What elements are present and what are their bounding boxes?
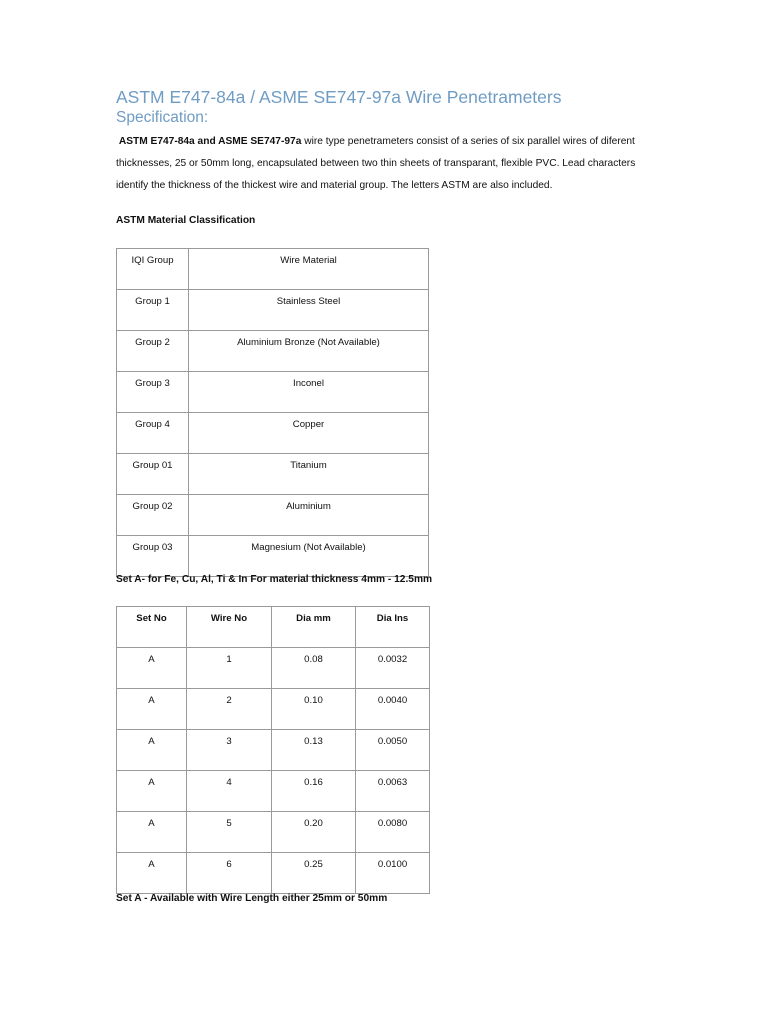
- intro-paragraph: [116, 131, 656, 197]
- specification-subtitle: Specification:: [116, 109, 209, 126]
- table-cell: 0.0040: [356, 689, 430, 730]
- table-row: [117, 812, 430, 853]
- intro-bold-astm: ASTM E747-84a: [118, 136, 195, 147]
- header-cell-set-no: Set No: [117, 607, 187, 648]
- table-cell: Group 1: [117, 290, 189, 331]
- table-cell: 1: [187, 648, 272, 689]
- table-cell: 0.0080: [356, 812, 430, 853]
- table-row: [117, 495, 429, 536]
- table-header-row: [117, 249, 429, 290]
- table-row: [117, 454, 429, 495]
- header-cell-wire-material: Wire Material: [189, 249, 429, 290]
- table-cell: A: [117, 771, 187, 812]
- table-row: [117, 536, 429, 577]
- table-cell: 6: [187, 853, 272, 894]
- table-cell: Group 3: [117, 372, 189, 413]
- table-cell: 0.08: [272, 648, 356, 689]
- table-cell: 0.13: [272, 730, 356, 771]
- table-cell: 0.20: [272, 812, 356, 853]
- table-cell: Group 4: [117, 413, 189, 454]
- header-cell-dia-mm: Dia mm: [272, 607, 356, 648]
- table-cell: 0.10: [272, 689, 356, 730]
- table-row: [117, 730, 430, 771]
- set-a-wire-table: [116, 606, 430, 894]
- table-header-row: [117, 607, 430, 648]
- table-cell: Aluminium: [189, 495, 429, 536]
- table-cell: 0.0063: [356, 771, 430, 812]
- table-cell: 0.0100: [356, 853, 430, 894]
- table-cell: Titanium: [189, 454, 429, 495]
- table-cell: Magnesium (Not Available): [189, 536, 429, 577]
- intro-line-3: identify the thickness of the thickest wire and material group. The letters ASTM are also included.: [116, 180, 553, 191]
- table-cell: 3: [187, 730, 272, 771]
- header-cell-dia-ins: Dia Ins: [356, 607, 430, 648]
- table-cell: Inconel: [189, 372, 429, 413]
- intro-line-2: thicknesses, 25 or 50mm long, encapsulated between two thin sheets of transparant, flexible PVC. Lead characters: [116, 158, 636, 169]
- page-title: ASTM E747-84a / ASME SE747-97a Wire Penetrameters: [116, 87, 562, 107]
- table-cell: 0.25: [272, 853, 356, 894]
- table-cell: 0.0050: [356, 730, 430, 771]
- table-cell: A: [117, 812, 187, 853]
- table-cell: Group 03: [117, 536, 189, 577]
- table-cell: 0.0032: [356, 648, 430, 689]
- table-cell: Group 2: [117, 331, 189, 372]
- classification-heading: ASTM Material Classification: [116, 215, 256, 226]
- header-cell-wire-no: Wire No: [187, 607, 272, 648]
- table-cell: A: [117, 689, 187, 730]
- material-classification-table: [116, 248, 429, 577]
- table-row: [117, 372, 429, 413]
- intro-line-1: [116, 131, 656, 153]
- table-row: [117, 648, 430, 689]
- table-cell: Stainless Steel: [189, 290, 429, 331]
- table-cell: 0.16: [272, 771, 356, 812]
- table-row: [117, 413, 429, 454]
- table-cell: 4: [187, 771, 272, 812]
- table-cell: Copper: [189, 413, 429, 454]
- set-a-heading: Set A- for Fe, Cu, Al, Ti & In For material thickness 4mm - 12.5mm: [116, 574, 433, 585]
- table-row: [117, 853, 430, 894]
- table-cell: Group 01: [117, 454, 189, 495]
- table-cell: 2: [187, 689, 272, 730]
- table-row: [117, 331, 429, 372]
- intro-and: and: [194, 136, 219, 147]
- table-row: [117, 290, 429, 331]
- intro-bold-asme: ASME SE747-97a: [218, 136, 302, 147]
- table-row: [117, 689, 430, 730]
- table-cell: 5: [187, 812, 272, 853]
- header-cell-iqi-group: IQI Group: [117, 249, 189, 290]
- table-cell: A: [117, 730, 187, 771]
- table-cell: Group 02: [117, 495, 189, 536]
- table-cell: Aluminium Bronze (Not Available): [189, 331, 429, 372]
- intro-text-1: wire type penetrameters consist of a series of six parallel wires of diferent: [301, 136, 635, 147]
- table-row: [117, 771, 430, 812]
- footer-note: Set A - Available with Wire Length either 25mm or 50mm: [116, 893, 388, 904]
- table-cell: A: [117, 648, 187, 689]
- table-cell: A: [117, 853, 187, 894]
